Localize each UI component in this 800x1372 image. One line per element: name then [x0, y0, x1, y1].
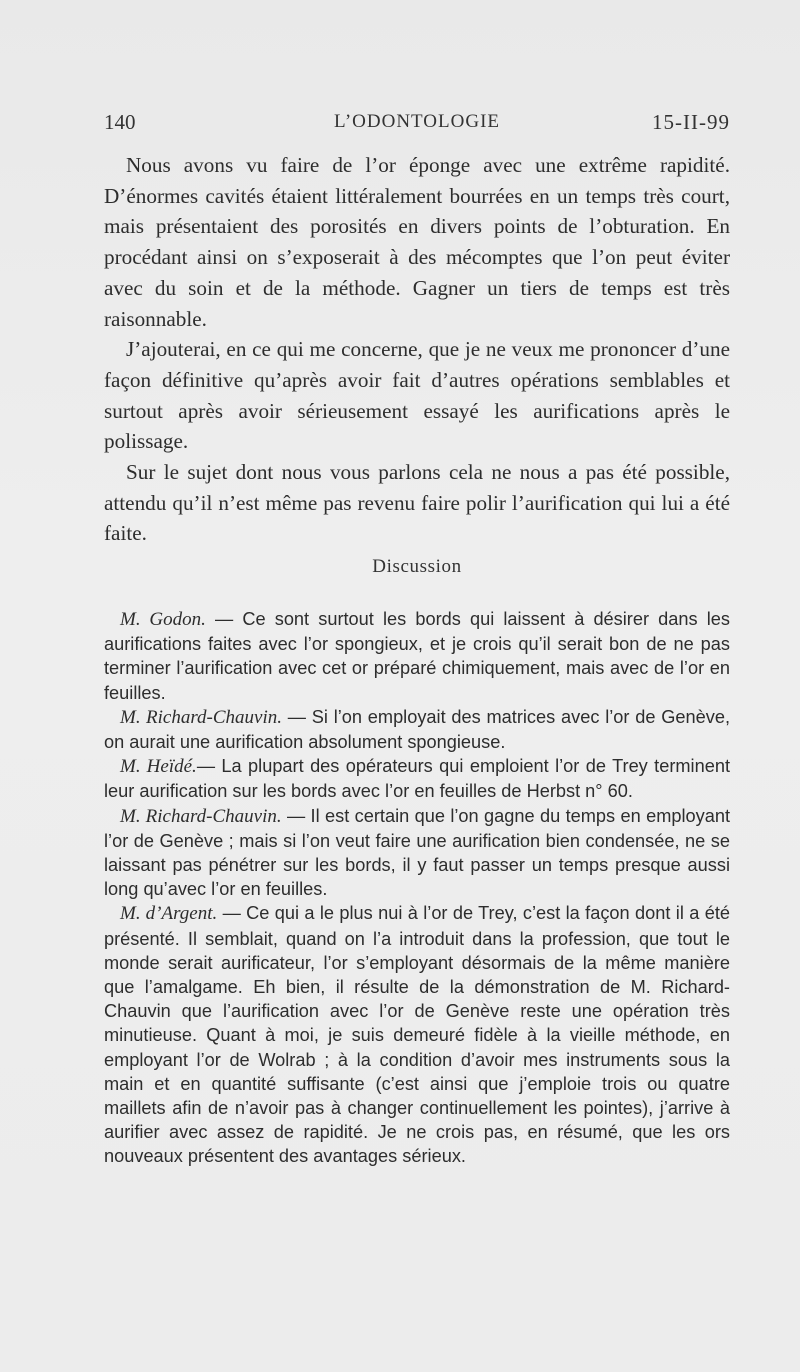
- section-heading: Discussion: [372, 556, 462, 577]
- speaker-remark: — Ce qui a le plus nui à l’or de Trey, c’est la façon dont il a été présenté. Il semblait, quand on l’a introduit dans la profession, que tout le monde serait aurificateur, l’or s’employant désormais de la même manière que l’amalgame. Eh bien, il résulte de la démonstration de M. Richard-Chauvin que l’aurification avec l’or de Genève reste une opération très minutieuse. Quant à moi, je suis demeuré fidèle à la vieille méthode, en employant l’or de Wolrab ; à la condition d’avoir mes instruments sous la main et en quantité suffisante (c’est ainsi que j’emploie trois ou quatre maillets afin de n’avoir pas à changer continuellement les pointes), j’arrive à aurifier avec assez de rapidité. Je ne crois pas, en résumé, que les ors nouveaux présentent des avantages sérieux.: [104, 903, 730, 1167]
- speaker-name: M. Godon.: [120, 609, 206, 630]
- speaker-name: M. Heïdé.: [120, 756, 197, 778]
- issue-date: 15-II-99: [652, 110, 730, 134]
- speaker-name: M. d’Argent.: [120, 903, 218, 925]
- speaker-name: M. Richard-Chauvin.: [120, 706, 283, 728]
- paragraph: Sur le sujet dont nous vous parlons cela ne nous a pas été possible, attendu qu’il n’est même pas revenu faire polir l’aurification qui lui a été faite.: [104, 460, 730, 546]
- discussion-entry: [104, 607, 730, 705]
- discussion-entry: [104, 754, 730, 803]
- paragraph: J’ajouterai, en ce qui me concerne, que je ne veux me prononcer d’une façon définitive qu’après avoir fait d’autres opérations semblables et surtout après avoir sérieusement essayé les aurifications après le polissage.: [104, 337, 730, 454]
- discussion-entry: [104, 705, 730, 754]
- speaker-remark: — Ce sont surtout les bords qui laissent à désirer dans les aurifications faites avec l’or spongieux, et je crois qu’il serait bon de ne pas terminer l’aurification avec cet or préparé chimiquement, mais avec de l’or en feuilles.: [104, 609, 730, 703]
- discussion-entry: [104, 901, 730, 1168]
- speaker-name: M. Richard-Chauvin.: [120, 805, 282, 827]
- discussion-section: [104, 607, 730, 1169]
- journal-title: L’ODONTOLOGIE: [333, 111, 501, 132]
- discussion-entry: [104, 804, 730, 902]
- main-text: [104, 150, 730, 549]
- speaker-remark: — Il est certain que l’on gagne du temps en employant l’or de Genève ; mais si l’on veut faire une aurification bien condensée, ne se laissant pas pénétrer sur les bords, il y faut passer un temps presque aussi long qu’avec l’or en feuilles.: [104, 805, 730, 900]
- paragraph: Nous avons vu faire de l’or éponge avec une extrême rapidité. D’énormes cavités étaient littéralement bourrées en un temps très court, mais présentaient des porosités en divers points de l’obturation. En procédant ainsi on s’exposerait à des mécomptes que l’on peut éviter avec du soin et de la méthode. Gagner un tiers de temps est très raisonnable.: [104, 153, 730, 331]
- page-number: 140: [104, 110, 136, 134]
- speaker-remark: — La plupart des opérateurs qui emploient l’or de Trey terminent leur aurification sur les bords avec l’or en feuilles de Herbst n° 60.: [104, 756, 730, 802]
- running-header: [104, 110, 730, 140]
- speaker-remark: — Si l’on employait des matrices avec l’or de Genève, on aurait une aurification absolument spongieuse.: [104, 706, 730, 753]
